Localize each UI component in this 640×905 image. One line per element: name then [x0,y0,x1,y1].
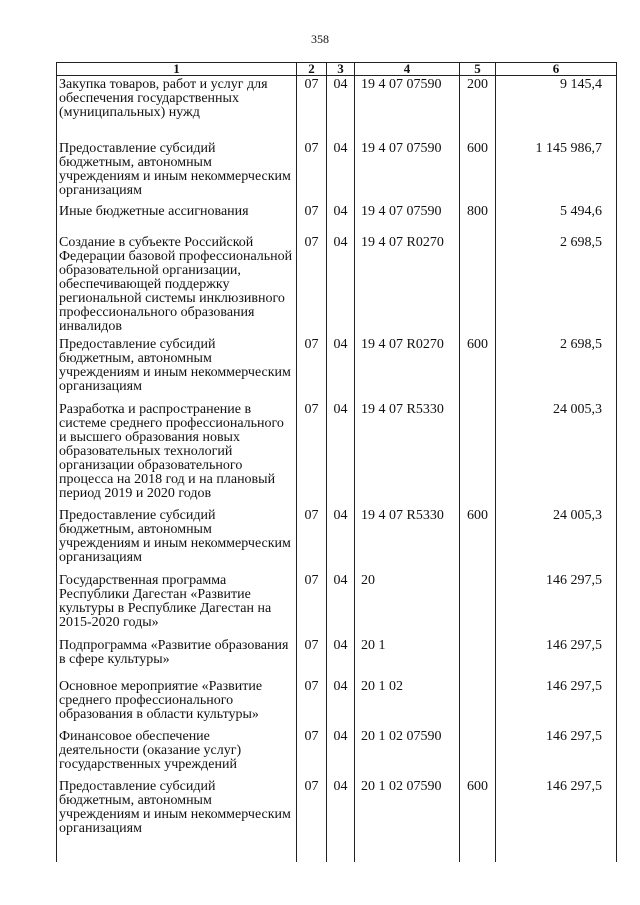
row-target-article: 19 4 07 07590 [355,76,460,140]
row-name: Государственная программа Республики Дагестан «Развитие культуры в Республике Дагестан на 2015-2020 годы» [57,572,297,637]
row-subsection: 04 [327,678,355,728]
header-col-1: 1 [57,63,297,76]
row-subsection: 04 [327,336,355,401]
row-amount: 24 005,3 [496,507,617,572]
row-expense-type: 800 [460,203,496,234]
row-name: Иные бюджетные ассигнования [57,203,297,234]
row-section: 07 [297,728,327,778]
filler-cell [460,854,496,862]
row-target-article: 20 [355,572,460,637]
row-section: 07 [297,401,327,507]
row-amount: 146 297,5 [496,678,617,728]
row-section: 07 [297,637,327,678]
row-expense-type [460,728,496,778]
row-name: Закупка товаров, работ и услуг для обеспечения государственных (муниципальных) нужд [57,76,297,140]
row-expense-type: 200 [460,76,496,140]
row-expense-type [460,678,496,728]
row-section: 07 [297,76,327,140]
row-subsection: 04 [327,401,355,507]
table-row [57,507,617,572]
table-filler-row [57,854,617,862]
row-expense-type: 600 [460,778,496,854]
row-amount: 146 297,5 [496,728,617,778]
row-expense-type [460,234,496,336]
row-subsection: 04 [327,507,355,572]
row-target-article: 20 1 [355,637,460,678]
row-expense-type [460,637,496,678]
row-target-article: 19 4 07 R0270 [355,234,460,336]
row-amount: 9 145,4 [496,76,617,140]
table-body [57,76,617,862]
row-expense-type [460,401,496,507]
row-name: Предоставление субсидий бюджетным, автономным учреждениям и иным некоммерческим организациям [57,140,297,203]
row-target-article: 19 4 07 07590 [355,203,460,234]
row-amount: 24 005,3 [496,401,617,507]
row-amount: 1 145 986,7 [496,140,617,203]
row-name: Создание в субъекте Российской Федерации базовой профессиональной образовательной организации, обеспечивающей поддержку региональной системы инклюзивного профессионального образования инвалидов [57,234,297,336]
table-row [57,140,617,203]
row-name: Финансовое обеспечение деятельности (оказание услуг) государственных учреждений [57,728,297,778]
header-col-2: 2 [297,63,327,76]
table-row [57,728,617,778]
row-target-article: 19 4 07 07590 [355,140,460,203]
filler-cell [355,854,460,862]
row-expense-type: 600 [460,336,496,401]
filler-cell [57,854,297,862]
row-target-article: 20 1 02 07590 [355,728,460,778]
row-target-article: 19 4 07 R5330 [355,401,460,507]
row-target-article: 19 4 07 R5330 [355,507,460,572]
table-row [57,203,617,234]
row-amount: 146 297,5 [496,778,617,854]
table-row [57,778,617,854]
table-row [57,401,617,507]
row-subsection: 04 [327,778,355,854]
row-name: Основное мероприятие «Развитие среднего профессионального образования в области культуры» [57,678,297,728]
row-name: Предоставление субсидий бюджетным, автономным учреждениям и иным некоммерческим организациям [57,507,297,572]
row-amount: 146 297,5 [496,637,617,678]
table-header-row [57,63,617,76]
row-section: 07 [297,778,327,854]
row-amount: 146 297,5 [496,572,617,637]
budget-table [56,62,617,862]
row-subsection: 04 [327,203,355,234]
row-section: 07 [297,336,327,401]
row-section: 07 [297,678,327,728]
row-section: 07 [297,203,327,234]
row-name: Предоставление субсидий бюджетным, автономным учреждениям и иным некоммерческим организациям [57,778,297,854]
row-subsection: 04 [327,76,355,140]
row-expense-type: 600 [460,507,496,572]
header-col-4: 4 [355,63,460,76]
row-subsection: 04 [327,637,355,678]
table-row [57,336,617,401]
row-target-article: 19 4 07 R0270 [355,336,460,401]
row-subsection: 04 [327,572,355,637]
table-row [57,572,617,637]
row-section: 07 [297,507,327,572]
row-expense-type [460,572,496,637]
header-col-5: 5 [460,63,496,76]
table-row [57,234,617,336]
row-expense-type: 600 [460,140,496,203]
table-row [57,76,617,140]
row-amount: 5 494,6 [496,203,617,234]
row-target-article: 20 1 02 07590 [355,778,460,854]
row-name: Разработка и распространение в системе среднего профессионального и высшего образования новых образовательных технологий организации образовательного процесса на 2018 год и на плановый период 2019 и 2020 годов [57,401,297,507]
row-name: Подпрограмма «Развитие образования в сфере культуры» [57,637,297,678]
filler-cell [297,854,327,862]
filler-cell [327,854,355,862]
page-number: 358 [311,32,329,46]
filler-cell [496,854,617,862]
row-section: 07 [297,140,327,203]
row-amount: 2 698,5 [496,336,617,401]
row-name: Предоставление субсидий бюджетным, автономным учреждениям и иным некоммерческим организациям [57,336,297,401]
row-subsection: 04 [327,234,355,336]
row-section: 07 [297,572,327,637]
row-target-article: 20 1 02 [355,678,460,728]
row-section: 07 [297,234,327,336]
header-col-3: 3 [327,63,355,76]
row-subsection: 04 [327,728,355,778]
table-row [57,678,617,728]
row-amount: 2 698,5 [496,234,617,336]
table-row [57,637,617,678]
header-col-6: 6 [496,63,617,76]
row-subsection: 04 [327,140,355,203]
